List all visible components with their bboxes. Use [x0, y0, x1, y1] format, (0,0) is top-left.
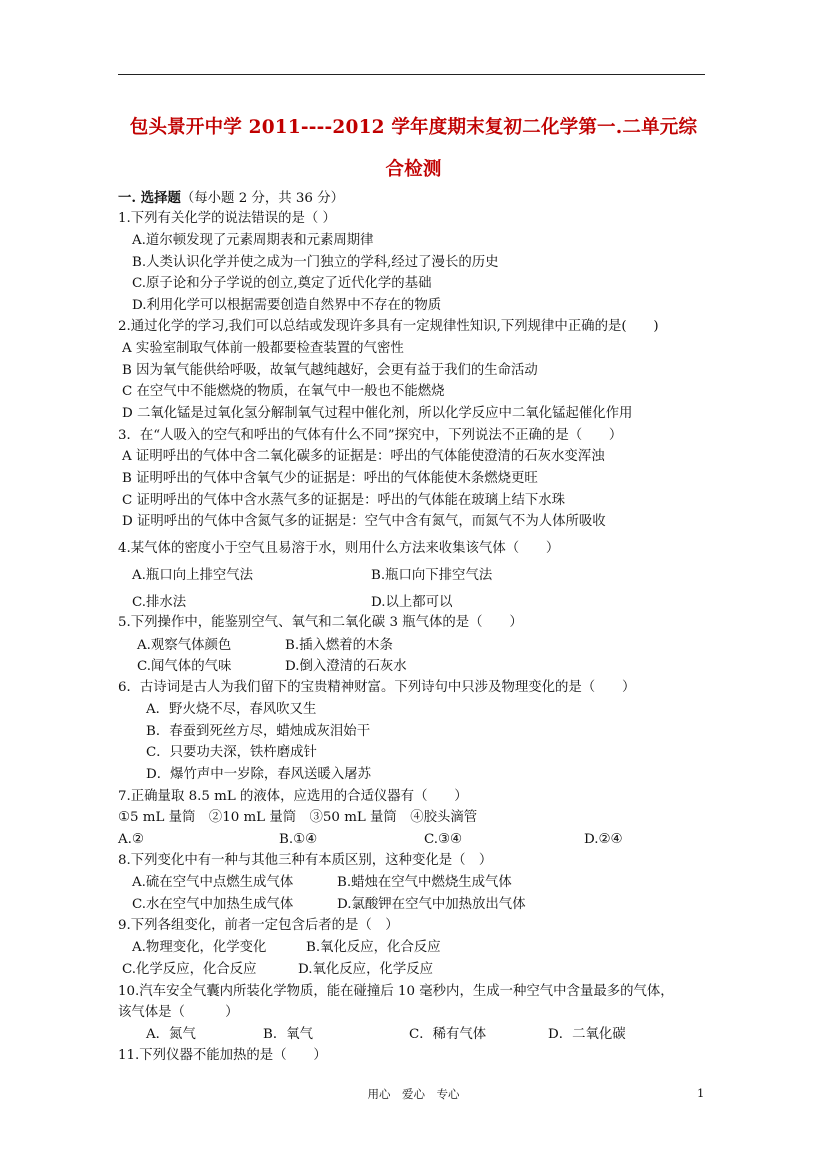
q8-option-b: B.蜡烛在空气中燃烧生成气体: [337, 875, 512, 890]
q5-option-d: D.倒入澄清的石灰水: [285, 659, 407, 674]
q9-option-c: C.化学反应，化合反应: [122, 962, 257, 977]
q1-stem: 1.下列有关化学的说法错误的是（ ）: [118, 211, 336, 226]
header-rule: [118, 74, 705, 75]
q2-option-d: D 二氧化锰是过氧化氢分解制氧气过程中催化剂，所以化学反应中二氧化锰起催化作用: [122, 406, 633, 421]
q1-option-c: C.原子论和分子学说的创立,奠定了近代化学的基础: [132, 276, 432, 291]
q8-stem: 8.下列变化中有一种与其他三种有本质区别，这种变化是（ ）: [118, 853, 493, 868]
document-title-line2: 合检测: [385, 159, 442, 180]
q3-option-b: B 证明呼出的气体中含氧气少的证据是：呼出的气体能使木条燃烧更旺: [122, 471, 538, 486]
q3-option-a: A 证明呼出的气体中含二氧化碳多的证据是：呼出的气体能使澄清的石灰水变浑浊: [122, 449, 605, 464]
q6-option-b: B．春蚕到死丝方尽，蜡烛成灰泪始干: [146, 724, 371, 739]
q3-option-d: D 证明呼出的气体中含氮气多的证据是：空气中含有氮气，而氮气不为人体所吸收: [122, 514, 606, 529]
q2-option-a: A 实验室制取气体前一般都要检查装置的气密性: [122, 341, 404, 356]
section-note: （每小题 2 分，共 36 分）: [180, 191, 344, 206]
q6-option-d: D．爆竹声中一岁除，春风送暖入屠苏: [146, 767, 371, 782]
q4-option-d: D.以上都可以: [371, 595, 453, 610]
q10-option-d: D．二氧化碳: [548, 1027, 626, 1042]
q2-option-c: C 在空气中不能燃烧的物质，在氧气中一般也不能燃烧: [122, 384, 445, 399]
q10-option-c: C．稀有气体: [409, 1027, 487, 1042]
q5-option-a: A.观察气体颜色: [137, 638, 232, 653]
q3-stem: 3．在“人吸入的空气和呼出的气体有什么不同”探究中，下列说法不正确的是（ ）: [118, 428, 623, 443]
q7-option-b: B.①④: [279, 832, 318, 847]
q7-stem: 7.正确量取 8.5 mL 的液体，应选用的合适仪器有（ ）: [118, 789, 468, 804]
q3-option-c: C 证明呼出的气体中含水蒸气多的证据是：呼出的气体能在玻璃上结下水珠: [122, 493, 565, 508]
q7-option-a: A.②: [118, 832, 144, 847]
q2-stem: 2.通过化学的学习,我们可以总结或发现许多具有一定规律性知识,下列规律中正确的是( ): [118, 319, 659, 334]
section-label: 一. 选择题: [118, 190, 181, 206]
q9-option-d: D.氧化反应，化学反应: [298, 962, 434, 977]
q9-option-a: A.物理变化，化学变化: [132, 940, 267, 955]
q9-stem: 9.下列各组变化，前者一定包含后者的是（ ）: [118, 918, 399, 933]
q7-option-c: C.③④: [424, 832, 463, 847]
q10-stem-continued: 该气体是（ ）: [118, 1005, 239, 1020]
q7-option-d: D.②④: [584, 832, 623, 847]
q5-option-c: C.闻气体的气味: [137, 659, 232, 674]
q1-option-d: D.利用化学可以根据需要创造自然界中不存在的物质: [132, 298, 442, 313]
q4-option-b: B.瓶口向下排空气法: [371, 568, 493, 583]
q6-option-c: C．只要功夫深，铁杵磨成针: [146, 745, 317, 760]
q4-stem: 4.某气体的密度小于空气且易溶于水，则用什么方法来收集该气体（ ）: [118, 541, 560, 556]
q10-option-b: B．氧气: [263, 1027, 314, 1042]
q11-stem: 11.下列仪器不能加热的是（ ）: [118, 1048, 327, 1063]
q1-option-b: B.人类认识化学并使之成为一门独立的学科,经过了漫长的历史: [132, 255, 499, 270]
q8-option-d: D.氯酸钾在空气中加热放出气体: [337, 897, 526, 912]
q10-option-a: A．氮气: [146, 1027, 196, 1042]
q5-stem: 5.下列操作中，能鉴别空气、氧气和二氧化碳 3 瓶气体的是（ ）: [118, 615, 523, 630]
section-heading: [118, 189, 344, 208]
q4-option-a: A.瓶口向上排空气法: [132, 568, 254, 583]
q6-stem: 6．古诗词是古人为我们留下的宝贵精神财富。下列诗句中只涉及物理变化的是（ ）: [118, 680, 636, 695]
q4-option-c: C.排水法: [132, 595, 187, 610]
q2-option-b: B 因为氧气能供给呼吸，故氧气越纯越好，会更有益于我们的生命活动: [122, 363, 538, 378]
q10-stem: 10.汽车安全气囊内所装化学物质，能在碰撞后 10 毫秒内，生成一种空气中含量最多的气体，: [118, 984, 674, 999]
q6-option-a: A．野火烧不尽，春风吹又生: [146, 702, 317, 717]
q7-items: ①5 mL 量筒 ②10 mL 量筒 ③50 mL 量筒 ④胶头滴管: [118, 810, 478, 825]
document-title-line1: 包头景开中学 2011----2012 学年度期末复初二化学第一.二单元综: [129, 117, 698, 138]
q9-option-b: B.氧化反应，化合反应: [306, 940, 441, 955]
page-footer: 用心 爱心 专心: [367, 1087, 460, 1101]
q8-option-c: C.水在空气中加热生成气体: [132, 897, 294, 912]
page-number: 1: [697, 1086, 705, 1100]
q1-option-a: A.道尔顿发现了元素周期表和元素周期律: [132, 233, 374, 248]
q8-option-a: A.硫在空气中点燃生成气体: [132, 875, 294, 890]
q5-option-b: B.插入燃着的木条: [285, 638, 393, 653]
